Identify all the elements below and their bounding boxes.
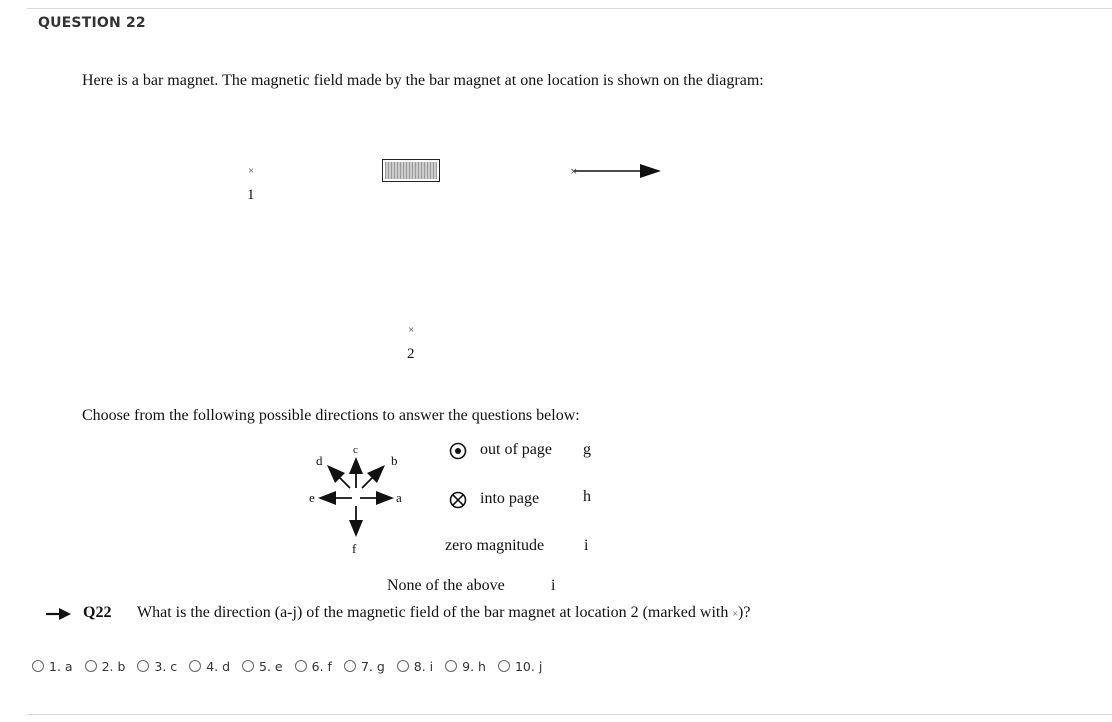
- zero-magnitude-letter: i: [584, 537, 589, 554]
- answer-option-label: 2. b: [101, 658, 126, 674]
- answer-option-label: 8. i: [413, 658, 434, 674]
- label-b: b: [391, 453, 398, 468]
- label-e: e: [309, 490, 315, 505]
- answer-option-label: 6. f: [311, 658, 332, 674]
- current-question-arrow-icon: [44, 606, 74, 622]
- out-of-page-letter: g: [583, 441, 591, 458]
- answer-option-10[interactable]: [498, 659, 542, 674]
- q22-marker-symbol: ×: [732, 609, 738, 620]
- svg-text:×: ×: [570, 167, 578, 177]
- label-f: f: [352, 541, 357, 556]
- none-of-above-letter: i: [551, 577, 556, 594]
- field-arrow: [570, 160, 665, 182]
- answer-option-label: 7. g: [360, 658, 385, 674]
- q22-text: [137, 604, 750, 622]
- into-page-icon: [448, 490, 468, 510]
- answer-option-label: 10. j: [514, 658, 543, 674]
- radio-button[interactable]: [242, 660, 254, 672]
- answer-option-3[interactable]: [137, 659, 177, 674]
- answer-option-label: 3. c: [154, 658, 178, 674]
- label-a: a: [396, 490, 402, 505]
- location-1-marker: ×: [248, 165, 255, 177]
- bottom-divider: [27, 714, 1112, 715]
- answer-option-7[interactable]: [344, 659, 385, 674]
- label-c: c: [353, 444, 358, 456]
- into-page-letter: h: [583, 488, 591, 505]
- q22-text-after: )?: [737, 604, 751, 621]
- radio-button[interactable]: [189, 660, 201, 672]
- bar-magnet: [382, 159, 441, 184]
- arrow-e: [318, 491, 336, 505]
- into-page-label: into page: [480, 490, 540, 507]
- radio-button[interactable]: [85, 660, 97, 672]
- answer-option-label: 9. h: [462, 658, 486, 674]
- answer-options: [32, 656, 554, 676]
- location-2-label: 2: [407, 346, 415, 362]
- answer-option-4[interactable]: [189, 659, 230, 674]
- answer-option-9[interactable]: [445, 659, 486, 674]
- question-intro: Here is a bar magnet. The magnetic field made by the bar magnet at one location is shown on the diagram:: [82, 72, 764, 89]
- none-of-above-label: None of the above: [387, 577, 505, 594]
- radio-button[interactable]: [137, 660, 149, 672]
- answer-option-label: 1. a: [49, 658, 73, 674]
- radio-button[interactable]: [344, 660, 356, 672]
- q22-number: Q22: [83, 604, 112, 621]
- answer-option-6[interactable]: [295, 659, 332, 674]
- location-2-marker: ×: [408, 324, 415, 336]
- out-of-page-label: out of page: [480, 441, 552, 458]
- zero-magnitude-label: zero magnitude: [445, 537, 545, 554]
- arrow-a: [376, 491, 394, 505]
- answer-option-1[interactable]: [32, 659, 73, 674]
- question-header: QUESTION 22: [38, 15, 146, 31]
- arrow-c: [349, 457, 363, 474]
- answer-option-5[interactable]: [242, 659, 283, 674]
- label-d: d: [316, 453, 323, 468]
- location-1-label: 1: [247, 187, 255, 203]
- top-divider: [27, 8, 1112, 9]
- q22-text-before: What is the direction (a-j) of the magnetic field of the bar magnet at location 2 (marked with: [137, 604, 733, 621]
- answer-option-2[interactable]: [85, 659, 126, 674]
- radio-button[interactable]: [498, 660, 510, 672]
- radio-button[interactable]: [32, 660, 44, 672]
- radio-button[interactable]: [397, 660, 409, 672]
- out-of-page-icon: [448, 441, 468, 461]
- arrow-f: [349, 520, 363, 537]
- answer-option-label: 5. e: [259, 658, 283, 674]
- radio-button[interactable]: [445, 660, 457, 672]
- answer-option-8[interactable]: [397, 659, 433, 674]
- choices-prompt: Choose from the following possible directions to answer the questions below:: [82, 407, 580, 424]
- radio-button[interactable]: [295, 660, 307, 672]
- answer-option-label: 4. d: [206, 658, 231, 674]
- q22-row: [44, 604, 944, 626]
